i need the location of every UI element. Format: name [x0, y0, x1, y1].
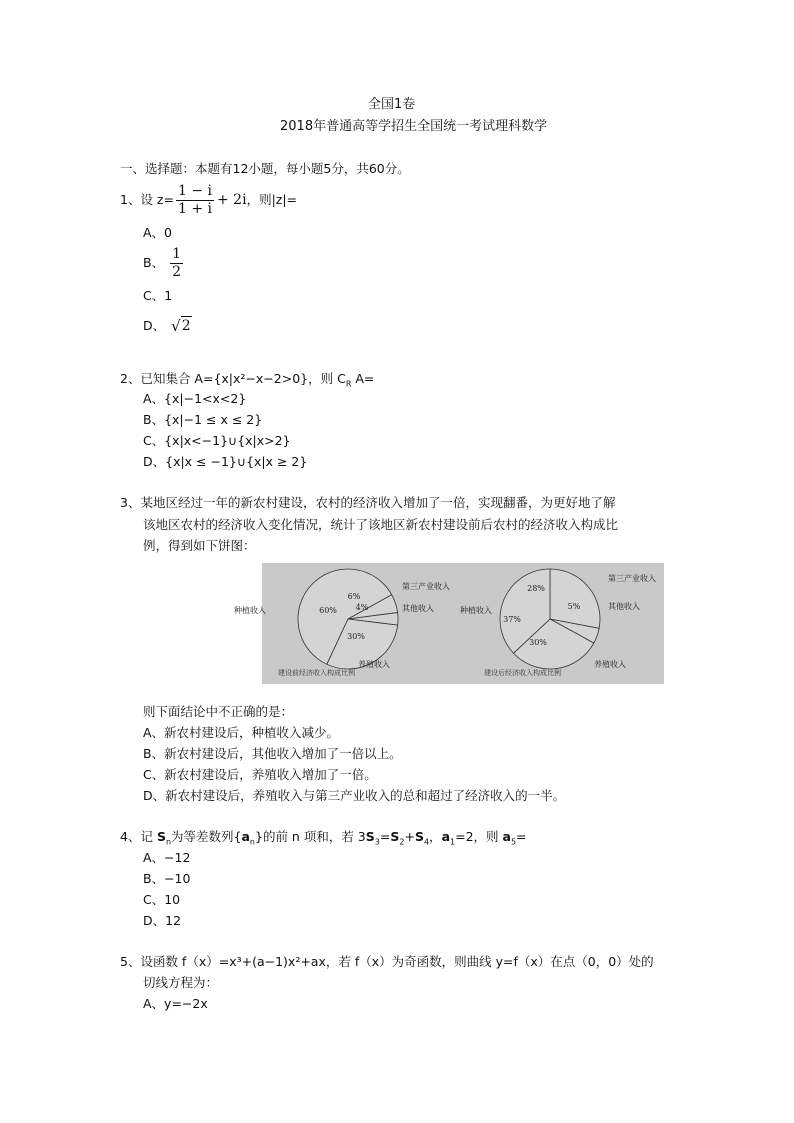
section-heading: 一、选择题：本题有12小题，每小题5分，共60分。 [120, 161, 410, 176]
q2-option-d: D、{x|x ≤ −1}∪{x|x ≥ 2} [143, 454, 308, 469]
q4-subscript: n [165, 837, 172, 847]
pie-2-slice-name: 其他收入 [608, 602, 640, 611]
q4-text: S [390, 829, 400, 844]
q2-stem-tail: A= [351, 371, 375, 386]
q1-suffix: ，则|z|= [246, 192, 298, 207]
q4-text: + [404, 829, 415, 844]
pie-1-title: 建设前经济收入构成比例 [278, 669, 355, 677]
q4-subscript: 1 [450, 837, 456, 847]
question-1-stem [120, 181, 297, 219]
q4-text: a [502, 829, 511, 844]
pie-1-value-label: 30% [347, 632, 365, 641]
q3-stem-line-2: 该地区农村的经济收入变化情况，统计了该地区新农村建设前后农村的经济收入构成比 [143, 517, 619, 532]
q4-option-d: D、12 [143, 913, 182, 928]
q4-text: S [414, 829, 424, 844]
q4-subscript: 5 [510, 837, 517, 847]
pie-1-slice-name: 养殖收入 [358, 660, 390, 669]
q2-stem: 2、已知集合 A={x|x²−x−2>0}，则 C [120, 371, 346, 386]
q4-text: S [156, 829, 166, 844]
q4-text: S [365, 829, 375, 844]
q1-option-d-radicand: 2 [181, 318, 191, 334]
pie-2-value-label: 30% [529, 638, 547, 647]
q4-subscript: 2 [399, 837, 405, 847]
q1-mid: + 2i [216, 192, 247, 208]
q1-option-d-label: D、 [143, 317, 166, 333]
q1-prefix: 1、设 z= [120, 192, 174, 207]
q3-option-a: A、新农村建设后，种植收入减少。 [143, 725, 340, 740]
pie-1-slice-name: 其他收入 [402, 604, 434, 613]
q3-option-d: D、新农村建设后，养殖收入与第三产业收入的总和超过了经济收入的一半。 [143, 788, 566, 803]
q4-text: ， [429, 829, 442, 844]
q1-option-b-label: B、 [143, 255, 165, 270]
question-4-stem [120, 828, 527, 852]
paper-subtitle: 2018年普通高等学招生全国统一考试理科数学 [280, 119, 548, 134]
pie-1-value-label: 60% [319, 606, 337, 615]
pie-chart-panel [234, 563, 664, 684]
paper-title: 全国1卷 [368, 97, 416, 112]
q3-stem-line-1: 3、某地区经过一年的新农村建设，农村的经济收入增加了一倍，实现翻番，为更好地了解 [120, 495, 616, 510]
q4-text: =2，则 [455, 829, 503, 844]
q1-fraction [176, 183, 214, 218]
q4-option-b: B、−10 [143, 871, 191, 886]
q1-fraction-denominator: 1 + i [177, 200, 212, 217]
pie-2-value-label: 28% [527, 584, 545, 593]
q1-option-a: A、0 [143, 225, 173, 240]
q4-option-c: C、10 [143, 892, 181, 907]
q3-option-c: C、新农村建设后，养殖收入增加了一倍。 [143, 767, 377, 782]
pie-2-slice [550, 569, 600, 628]
q1-fraction-numerator: 1 − i [177, 182, 212, 199]
q3-stem-line-3: 例，得到如下饼图： [143, 538, 256, 553]
q1-option-d [143, 316, 192, 335]
q4-text: = [379, 829, 391, 844]
q1-option-b [143, 244, 183, 282]
sqrt-icon: √ [171, 316, 181, 335]
q4-option-a: A、−12 [143, 850, 191, 865]
q1-option-c: C、1 [143, 288, 173, 303]
q2-option-a: A、{x|−1<x<2} [143, 391, 247, 406]
q1-option-b-numerator: 1 [172, 245, 181, 262]
pie-1-value-label: 6% [347, 592, 361, 601]
pie-charts [234, 563, 664, 684]
pie-2-value-label: 37% [503, 615, 521, 624]
pie-1-slice-name: 种植收入 [234, 606, 266, 615]
q4-text: }的前 n 项和，若 3 [255, 829, 366, 844]
q1-option-b-denominator: 2 [172, 263, 181, 280]
pie-1-value-label: 4% [355, 603, 369, 612]
pie-1-slice-name: 第三产业收入 [402, 582, 450, 591]
q2-option-b: B、{x|−1 ≤ x ≤ 2} [143, 412, 263, 427]
q3-option-b: B、新农村建设后，其他收入增加了一倍以上。 [143, 746, 402, 761]
pie-2-slice-name: 种植收入 [460, 606, 492, 615]
pie-2-slice-name: 养殖收入 [594, 660, 626, 669]
pie-2-value-label: 5% [567, 602, 581, 611]
q1-option-b-fraction [170, 246, 183, 281]
q5-option-a: A、y=−2x [143, 996, 208, 1011]
q4-subscript: n [249, 837, 255, 847]
q5-stem-line-1: 5、设函数 f（x）=x³+(a−1)x²+ax，若 f（x）为奇函数，则曲线 y=f（x）在点（0，0）处的 [120, 954, 654, 969]
q2-stem-sub: R [345, 379, 352, 389]
q4-text: 为等差数列{ [171, 829, 242, 844]
q3-lead: 则下面结论中不正确的是： [143, 704, 294, 719]
pie-2-title: 建设后经济收入构成比例 [484, 669, 561, 677]
q5-stem-line-2: 切线方程为： [143, 975, 219, 990]
q4-text: a [241, 829, 250, 844]
q4-text: a [441, 829, 450, 844]
q2-option-c: C、{x|x<−1}∪{x|x>2} [143, 433, 291, 448]
q4-subscript: 4 [423, 837, 430, 847]
q4-subscript: 3 [374, 837, 380, 847]
q4-text: 4、记 [120, 829, 157, 844]
pie-2-slice-name: 第三产业收入 [608, 574, 656, 583]
q4-text: = [516, 829, 527, 844]
